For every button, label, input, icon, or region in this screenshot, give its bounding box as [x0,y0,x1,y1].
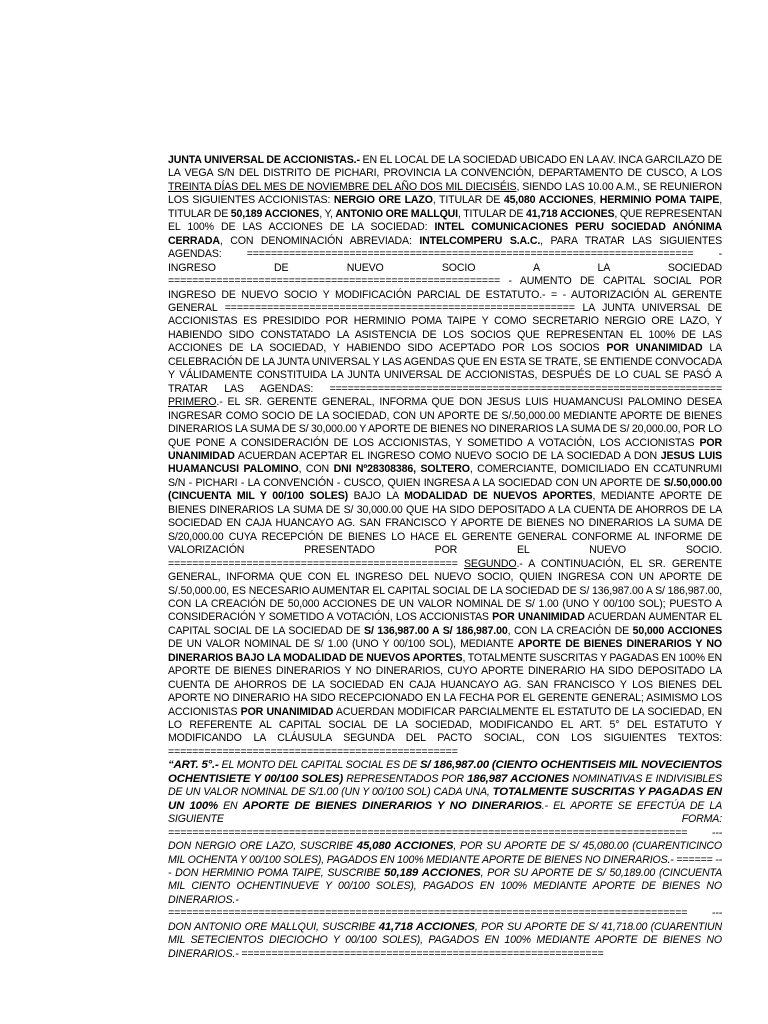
text-run: , PARA TRATAR LAS SIGUIENTES AGENDAS: ========================================================================== - INGRESO DE NUEVO SOCIO A LA SOCIEDAD ======================================================= - AUMENTO DE CAPITAL SOCIAL POR INGRESO DE NUEVO SOCIO Y MODIFICACIÓN PARCIAL DE ESTATUTO.- = - AUTORIZACIÓN AL GERENTE GENERAL ========================================================== LA JUNTA UNIVERSAL DE ACCIONISTAS ES PRESIDIDO POR HERMINIO POMA TAIPE Y COMO SECRETARIO NERGIO ORE LAZO, Y HABIENDO SIDO CONSTATADO LA ASISTENCIA DE LOS SOCIOS QUE REPRESENTAN EL 100% DE LAS ACCIONES DE LA SOCIEDAD, Y HABIENDO SIDO ACEPTADO POR LOS SOCIOS [168,234,722,355]
bold-text-run: 41,718 ACCIONES [378,920,475,933]
text-run: , CON DENOMINACIÓN ABREVIADA: [219,234,420,247]
text-run: , QUE REPRESENTAN EL 100% DE LAS ACCIONES DE LA SOCIEDAD: [168,207,722,234]
text-run: , TITULAR DE [432,194,504,207]
text-run: , SIENDO LAS 10.00 A.M., SE REUNIERON LOS SIGUIENTES ACCIONISTAS: [168,180,723,207]
bold-text-run: MODALIDAD DE NUEVOS APORTES [404,490,593,503]
text-run: , CON LA CREACIÓN DE [507,624,633,637]
text-run: , TOTALMENTE SUSCRITAS Y PAGADAS EN 100% EN APORTE DE BIENES DINERARIOS Y NO DINERARIOS, CUYO APORTE DINERARIO HA SIDO DEPOSITADO LA CUENTA DE AHORROS DE LA SOCIEDAD EN CAJA HUANCAYO AG. SAN FRANCISCO Y LOS BIENES DEL APORTE NO DINERARIO HA SIDO RECEPCIONADO EN LA FECHA POR EL GERENTE GENERAL; ASIMISMO LOS ACCIONISTAS [168,651,722,718]
bold-text-run: 45,080 ACCIONES [356,840,454,853]
bold-text-run: 41,718 ACCIONES [525,207,615,220]
bold-text-run: JUNTA UNIVERSAL DE ACCIONISTAS.- [168,154,360,166]
bold-text-run: POR UNANIMIDAD [240,705,334,718]
text-run: REPRESENTADOS POR [343,772,468,785]
bold-text-run: HERMINIO POMA TAIPE [599,194,720,207]
bold-text-run: 50,000 ACCIONES [632,624,723,637]
bold-text-run: TOTALMENTE SUSCRITAS Y PAGADAS EN UN 100% [168,786,722,812]
bold-text-run: POR UNANIMIDAD [168,436,722,462]
text-run: , Y, [319,207,336,220]
text-run: EL MONTO DEL CAPITAL SOCIAL ES DE [218,759,420,772]
bold-text-run: JESUS LUIS HUAMANCUSI PALOMINO [168,449,722,476]
bold-text-run: POR UNANIMIDAD [606,342,703,355]
text-run: , POR SU APORTE DE S/ 50,189.00 (CINCUENTA MIL CIENTO OCHENTINUEVE Y 00/100 SOLES), PAGADOS EN 100% MEDIANTE APORTE DE BIENES NO DINERARIOS.- ====================================================================================== --- DON ANTONIO ORE MALLQUI, SUSCRIBE [168,867,722,933]
text-run: .- EL SR. GERENTE GENERAL, INFORMA QUE DON JESUS LUIS HUAMANCUSI PALOMINO DESEA INGRESAR COMO SOCIO DE LA SOCIEDAD, CON UN APORTE DE S/.50,000.00 MEDIANTE APORTE DE BIENES DINERARIOS LA SUMA DE S/ 30,000.00 Y APORTE DE BIENES NO DINERARIOS LA SUMA DE S/ 20,000.00, POR LO QUE PONE A CONSIDERACIÓN DE LOS ACCIONISTAS, Y SOMETIDO A VOTACIÓN, LOS ACCIONISTAS [168,396,722,449]
text-run: , COMERCIANTE, DOMICILIADO EN CCATUNRUMI S/N - PICHARI - LA CONVENCIÓN - CUSCO, QUIEN INGRESA A LA SOCIEDAD CON UN APORTE DE [168,463,723,489]
bold-text-run: S/.50,000.00 (CINCUENTA MIL Y 00/100 SOLES) [168,476,722,503]
minutes-paragraph [168,154,722,759]
bold-text-run: POR UNANIMIDAD [492,611,585,624]
text-run: , POR SU APORTE DE S/ 45,080.00 (CUARENTICINCO MIL OCHENTA Y 00/100 SOLES), PAGADOS EN 100% MEDIANTE APORTE DE BIENES NO DINERARIOS.- ====== --- DON HERMINIO POMA TAIPE, SUSCRIBE [168,840,722,880]
bold-text-run: INTELCOMPERU S.A.C. [419,234,541,247]
text-run: ACUERDAN MODIFICAR PARCIALMENTE EL ESTATUTO DE LA SOCIEDAD, EN LO REFERENTE AL CAPITAL SOCIAL DE LA SOCIEDAD, MODIFICANDO EL ART. 5° DEL ESTATUTO Y MODIFICANDO LA CLÁUSULA SEGUNDA DEL PACTO SOCIAL, CON LOS SIGUIENTES TEXTOS: ================================================ [168,705,722,758]
bold-text-run: ANTONIO ORE MALLQUI [335,207,458,220]
text-run: , CON [298,463,334,476]
text-run: NOMINATIVAS E INDIVISIBLES DE UN VALOR NOMINAL DE S/1.00 (UN Y 00/100 SOL) CADA UNA, [168,772,722,799]
text-run: , POR SU APORTE DE S/ 41,718.00 (CUARENTIUN MIL SETECIENTOS DIECIOCHO Y 00/100 SOLES), PAGADOS EN 100% MEDIANTE APORTE DE BIENES NO DINERARIOS.- ============================================================ [168,920,722,960]
bold-text-run: S/ 186,987.00 (CIENTO OCHENTISEIS MIL NOVECIENTOS OCHENTISIETE Y 00/100 SOLES) [168,759,723,785]
bold-text-run: APORTE DE BIENES DINERARIOS Y NO DINERARIOS [242,799,542,812]
bold-text-run: “ART. 5°.- [168,759,219,772]
article-5-paragraph [168,759,722,961]
document-body [168,154,722,961]
bold-text-run: 50,189 ACCIONES [230,207,320,220]
bold-text-run: 186,987 ACCIONES [467,772,570,785]
text-run: .- A CONTINUACIÓN, EL SR. GERENTE GENERAL, INFORMA QUE CON EL INGRESO DEL NUEVO SOCIO, QUIEN INGRESA CON UN APORTE DE S/.50,000.00, ES NECESARIO AUMENTAR EL CAPITAL SOCIAL DE LA SOCIEDAD DE S/ 136,987.00 A S/ 186,987.00, CON LA CREACIÓN DE 50,000 ACCIONES DE UN VALOR NOMINAL DE S/ 1.00 (UNO Y 00/100 SOL); PUESTO A CONSIDERACIÓN Y SOMETIDO A VOTACIÓN, LOS ACCIONISTAS [168,557,722,624]
text-run: LA CELEBRACIÓN DE LA JUNTA UNIVERSAL Y LAS AGENDAS QUE EN ESTA SE TRATE, SE ENTIENDE CONVOCADA Y VÁLIDAMENTE CONSTITUIDA LA JUNTA UNIVERSAL DE ACCIONISTAS, DESPUÉS DE LO CUAL SE PASÓ A TRATAR LAS AGENDAS: ================================================================= [168,342,722,395]
text-run: DE UN VALOR NOMINAL DE S/ 1.00 (UNO Y 00/100 SOL), MEDIANTE [168,638,518,651]
text-run: EN EL LOCAL DE LA SOCIEDAD UBICADO EN LA AV. INCA GARCILAZO DE LA VEGA S/N DEL DISTRITO DE PICHARI, PROVINCIA LA CONVENCIÓN, DEPARTAMENTO DE CUSCO, A LOS [168,154,722,180]
text-run: , TITULAR DE [168,194,723,220]
underlined-text-run: PRIMERO [168,396,217,409]
bold-text-run: NERGIO ORE LAZO [333,194,433,207]
text-run: ACUERDAN AUMENTAR EL CAPITAL SOCIAL DE LA SOCIEDAD DE [168,611,722,637]
text-run: , [593,194,600,207]
text-run: , MEDIANTE APORTE DE BIENES DINERARIOS LA SUMA DE S/ 30,000.00 QUE HA SIDO DEPOSITADO A LA CUENTA DE AHORROS DE LA SOCIEDAD EN CAJA HUANCAYO AG. SAN FRANCISCO Y APORTE DE BIENES NO DINERARIOS LA SUMA DE S/20,000.00 CUYA RECEPCIÓN DE BIENES LO HACE EL GERENTE GENERAL CONFORME AL INFORME DE VALORIZACIÓN PRESENTADO POR EL NUEVO SOCIO. ================================================ [168,490,723,570]
bold-text-run: DNI Nº28308386, SOLTERO [333,463,470,476]
text-run: EN [218,799,243,812]
text-run: .- EL APORTE SE EFECTÚA DE LA SIGUIENTE FORMA: ====================================================================================== --- DON NERGIO ORE LAZO, SUSCRIBE [168,799,722,853]
text-run: BAJO LA [348,490,405,503]
text-run: , TITULAR DE [457,207,526,220]
underlined-text-run: SEGUNDO [463,557,517,570]
bold-text-run: INTEL COMUNICACIONES PERU SOCIEDAD ANÓNIMA CERRADA [168,221,722,247]
bold-text-run: S/ 136,987.00 A S/ 186,987.00 [364,624,508,637]
document-page [168,154,722,961]
underlined-text-run: TREINTA DÍAS DEL MES DE NOVIEMBRE DEL AÑO DOS MIL DIECISÉIS [168,180,517,193]
bold-text-run: 50,189 ACCIONES [384,867,481,880]
text-run: ACUERDAN ACEPTAR EL INGRESO COMO NUEVO SOCIO DE LA SOCIEDAD A DON [234,449,661,462]
bold-text-run: APORTE DE BIENES DINERARIOS Y NO DINERARIOS BAJO LA MODALIDAD DE NUEVOS APORTES [168,638,722,664]
bold-text-run: 45,080 ACCIONES [503,194,594,207]
